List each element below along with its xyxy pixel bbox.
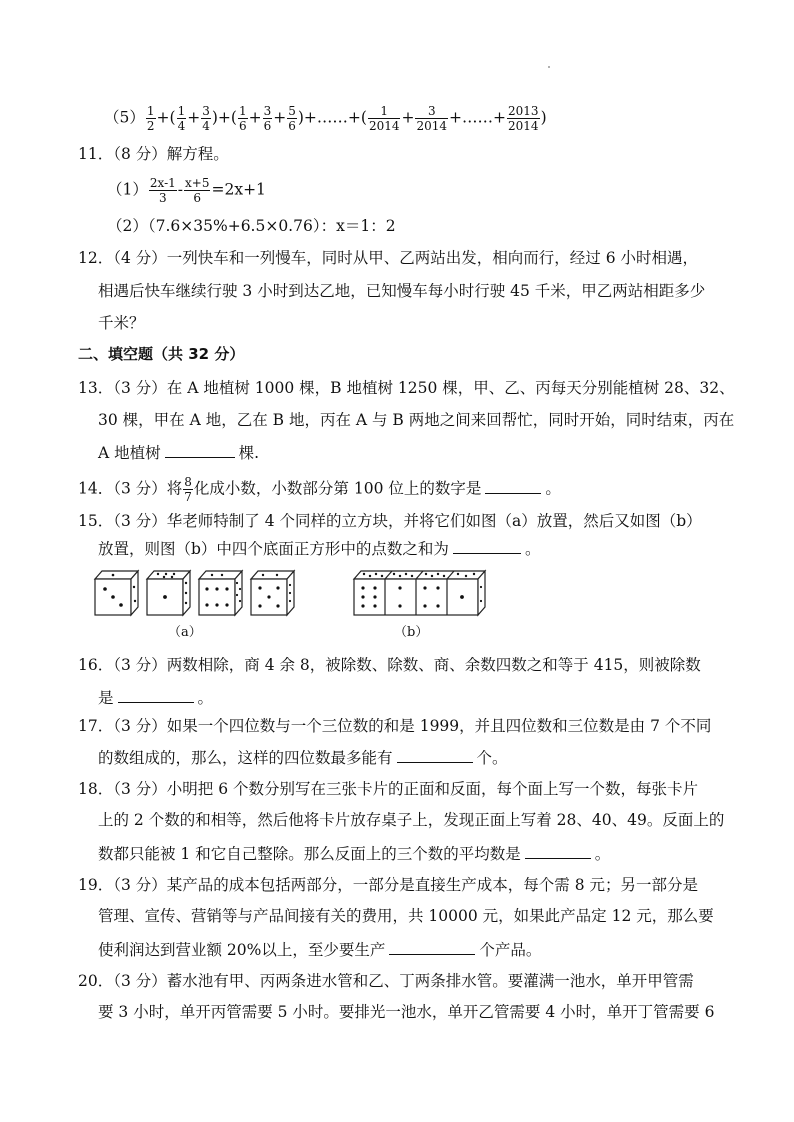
question-number: 14． <box>78 479 114 498</box>
question-number: 19． <box>78 876 114 894</box>
q17-line2 <box>98 747 508 768</box>
q15-line1 <box>78 511 702 531</box>
dice-figure <box>92 565 492 645</box>
q13-line3 <box>98 442 259 463</box>
fraction: $\frac{3}{4}$ <box>202 104 210 133</box>
part-label: （1） <box>107 180 148 199</box>
question-text: 。 <box>545 479 561 498</box>
fraction: $\frac{8}{7}$ <box>184 475 192 504</box>
question-text: 。 <box>524 540 541 558</box>
q20-line2 <box>98 1002 714 1022</box>
fraction: $\frac{1}{6}$ <box>238 104 247 133</box>
question-text: 千米？ <box>98 314 145 332</box>
q18-line1 <box>78 779 698 799</box>
q13-line2 <box>98 410 734 430</box>
answer-blank[interactable] <box>453 538 521 554</box>
question-text: 的数组成的，那么，这样的四位数最多能有 <box>98 749 393 767</box>
q14-line <box>78 475 561 504</box>
question-text: 数都只能被 1 和它自己整除。那么反面上的三个数的平均数是 <box>98 845 521 863</box>
fraction: $\frac{1}{4}$ <box>177 104 186 133</box>
q19-line3 <box>98 939 541 960</box>
question-text: 使利润达到营业额 20%以上，至少要生产 <box>98 941 386 959</box>
question-text: （3 分）小明把 6 个数分别写在三张卡片的正面和反面，每个面上写一个数，每张卡片 <box>113 780 698 798</box>
answer-blank[interactable] <box>118 687 194 703</box>
q17-line1 <box>78 716 711 736</box>
question-number: 15． <box>78 512 114 530</box>
q20-line1 <box>78 971 694 991</box>
figure-a-label: （a） <box>168 625 202 640</box>
question-text: A 地植树 <box>98 444 161 462</box>
question-number: 11． <box>78 145 114 163</box>
q12-line2 <box>98 281 705 301</box>
answer-blank[interactable] <box>165 442 235 458</box>
fraction: $\frac{2013}{2014}$ <box>508 104 539 133</box>
question-text: 相遇后快车继续行驶 3 小时到达乙地，已知慢车每小时行驶 45 千米，甲乙两站相距多少 <box>98 282 706 300</box>
q11-part1: （1） $\frac{2x-1}{3}$ - $\frac{x+5}{6}$ =2x+1 <box>107 176 266 205</box>
question-text: （4 分）一列快车和一列慢车，同时从甲、乙两站出发，相向而行，经过 6 小时相遇， <box>113 249 698 267</box>
scan-dot <box>548 66 550 68</box>
question-text: 是 <box>98 689 114 707</box>
q19-line2 <box>98 906 714 926</box>
question-text: 要 3 小时，单开丙管需要 5 小时。要排光一池水，单开乙管需要 4 小时，单开丁管需要 6 <box>98 1003 715 1021</box>
question-text: （3 分）将 <box>113 479 183 498</box>
question-text: 化成小数，小数部分第 100 位上的数字是 <box>193 479 482 498</box>
question-number: 20． <box>78 972 114 990</box>
question-text: 管理、宣传、营销等与产品间接有关的费用，共 10000 元，如果此产品定 12 元，那么要 <box>98 907 714 925</box>
question-text: （8 分）解方程。 <box>113 145 229 163</box>
q16-line2 <box>98 687 213 708</box>
question-text: 。 <box>197 689 214 707</box>
part-label: （5） <box>104 108 145 127</box>
question-text: 。 <box>594 845 611 863</box>
figure-b-label: （b） <box>394 625 429 640</box>
fraction: $\frac{x+5}{6}$ <box>185 176 210 205</box>
q13-line1 <box>78 378 735 398</box>
answer-blank[interactable] <box>397 747 473 763</box>
answer-blank[interactable] <box>525 843 591 859</box>
question-text: （3 分）蓄水池有甲、丙两条进水管和乙、丁两条排水管。要灌满一池水，单开甲管需 <box>113 972 694 990</box>
question-text: 棵. <box>238 444 260 462</box>
section-heading: 二、填空题（共 32 分） <box>78 345 245 363</box>
q18-line2 <box>98 810 724 830</box>
question-number: 13． <box>78 379 114 397</box>
answer-blank[interactable] <box>389 939 475 955</box>
answer-blank[interactable] <box>485 478 541 494</box>
equation-rhs: =2x+1 <box>211 180 266 199</box>
question-text: 个。 <box>476 749 508 767</box>
q19-line1 <box>78 875 698 895</box>
question-text: （3 分）某产品的成本包括两部分，一部分是直接生产成本，每个需 8 元；另一部分是 <box>113 876 698 894</box>
question-number: 16． <box>78 656 114 674</box>
fraction: $\frac{2x-1}{3}$ <box>149 176 176 205</box>
q16-line1 <box>78 655 701 675</box>
q18-line3 <box>98 843 610 864</box>
fraction: $\frac{1}{2014}$ <box>368 104 400 133</box>
question-number: 18． <box>78 780 114 798</box>
fraction: $\frac{3}{6}$ <box>263 104 272 133</box>
q10-part5: （5） $\frac{1}{2}$ +( $\frac{1}{4}$ + $\frac{3}{4}$ )+( $\frac{1}{6}$ + $\frac{3}{6}$ + $\frac{5}{6}$ )+……+( $\frac{1}{2014}$ + $\frac{3}{2014}$ +……+ $\frac{2013}{2014}$ ) <box>104 104 547 133</box>
question-text: （3 分）华老师特制了 4 个同样的立方块，并将它们如图（a）放置，然后又如图（b） <box>113 512 702 530</box>
question-text: 放置，则图（b）中四个底面正方形中的点数之和为 <box>98 540 449 558</box>
fraction: $\frac{1}{2}$ <box>146 104 155 133</box>
q12-line1 <box>78 248 698 268</box>
question-text: 个产品。 <box>479 941 542 959</box>
q11-part2 <box>107 216 396 236</box>
question-text: （3 分）在 A 地植树 1000 棵，B 地植树 1250 棵，甲、乙、丙每天分别能植树 28、32、 <box>113 379 735 397</box>
fraction: $\frac{5}{6}$ <box>288 104 296 133</box>
question-text: （3 分）如果一个四位数与一个三位数的和是 1999，并且四位数和三位数是由 7 个不同 <box>113 717 712 735</box>
q12-line3 <box>98 313 145 333</box>
question-text: （3 分）两数相除，商 4 余 8，被除数、除数、商、余数四数之和等于 415，则被除数 <box>113 656 701 674</box>
equation-text: （2）（7.6×35%+6.5×0.76）：x＝1：2 <box>107 217 396 235</box>
q15-line2 <box>98 538 540 559</box>
question-text: 30 棵，甲在 A 地，乙在 B 地，丙在 A 与 B 两地之间来回帮忙，同时开始，同时结束，丙在 <box>98 411 735 429</box>
question-text: 上的 2 个数的和相等，然后他将卡片放存桌子上，发现正面上写着 28、40、49。反面上的 <box>98 811 725 829</box>
fraction: $\frac{3}{2014}$ <box>416 104 448 133</box>
question-number: 12． <box>78 249 114 267</box>
q11-title <box>78 144 229 164</box>
question-number: 17． <box>78 717 114 735</box>
